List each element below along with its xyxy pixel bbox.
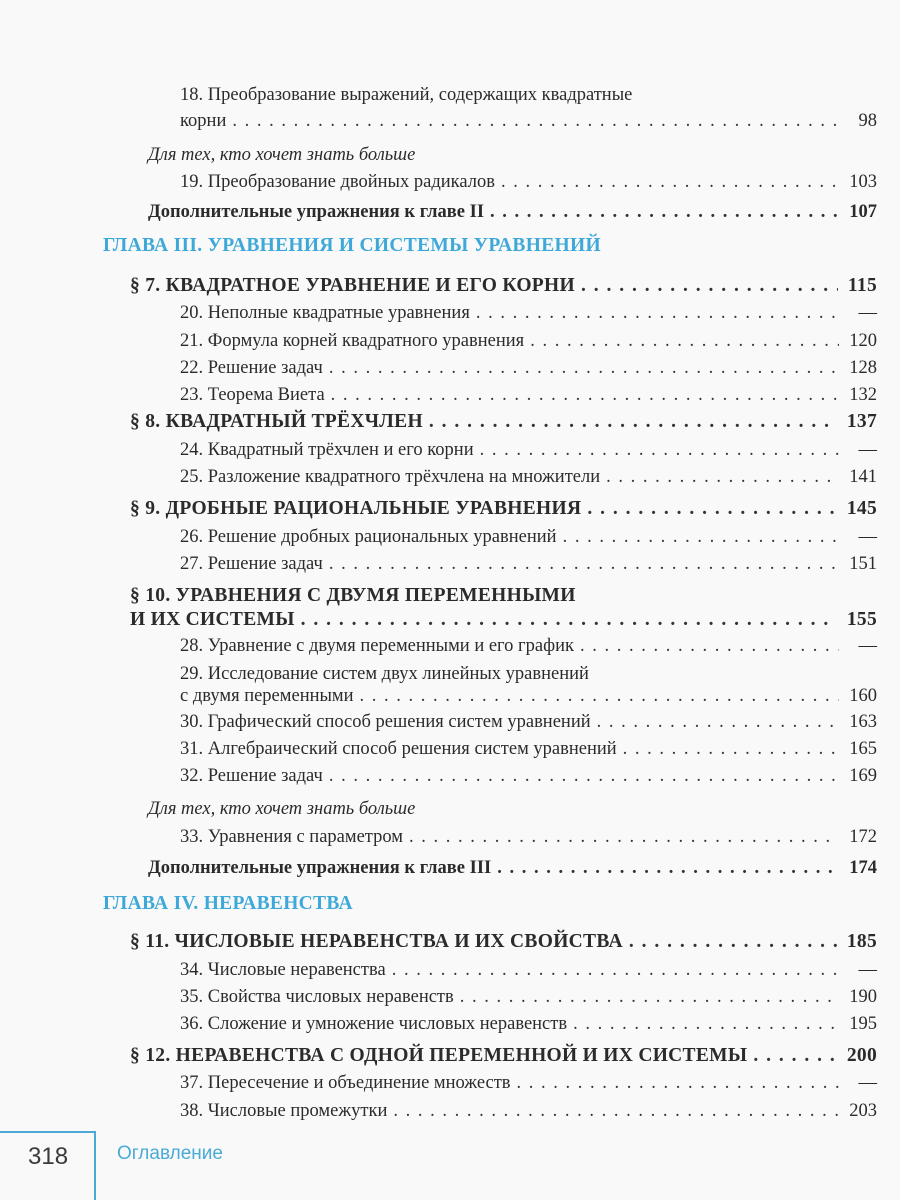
toc-entry (180, 328, 877, 354)
entry-title: § 12. НЕРАВЕНСТВА С ОДНОЙ ПЕРЕМЕННОЙ И ИХ СИСТЕМЫ (130, 1045, 748, 1066)
section-entry (130, 496, 877, 522)
toc-entry-continued (180, 108, 877, 134)
page-ref: — (858, 636, 877, 656)
page-ref: 195 (849, 1014, 877, 1034)
dot-leader (573, 1011, 839, 1037)
page-ref: — (858, 303, 877, 323)
page-ref: 203 (849, 1101, 877, 1121)
page-ref: — (858, 960, 877, 980)
dot-leader (392, 957, 839, 983)
page-number: 318 (28, 1143, 69, 1170)
toc-entry (180, 382, 877, 408)
entry-title: Дополнительные упражнения к главе II (148, 202, 485, 222)
toc-entry (180, 551, 877, 577)
page-ref: 103 (849, 172, 877, 192)
toc-entry (180, 169, 877, 195)
dot-leader (460, 984, 839, 1010)
entry-title: 31. Алгебраический способ решения систем уравнений (180, 739, 617, 759)
page-ref: 155 (846, 609, 877, 630)
entry-title: Для тех, кто хочет знать больше (148, 145, 416, 165)
dot-leader (530, 328, 839, 354)
entry-title: ГЛАВА IV. НЕРАВЕНСТВА (103, 893, 353, 914)
dot-leader (232, 108, 839, 134)
dot-leader (580, 633, 839, 659)
section-entry (130, 409, 877, 435)
page-ref: 145 (846, 498, 877, 519)
page-ref: 115 (847, 275, 877, 296)
toc-entry (180, 524, 877, 550)
section-entry (130, 929, 877, 955)
entry-title: § 9. ДРОБНЫЕ РАЦИОНАЛЬНЫЕ УРАВНЕНИЯ (130, 498, 582, 519)
entry-title: 21. Формула корней квадратного уравнения (180, 331, 525, 351)
optional-subheading (148, 796, 877, 822)
entry-title: 37. Пересечение и объединение множеств (180, 1073, 511, 1093)
running-footer-title: Оглавление (117, 1143, 223, 1164)
entry-title: Дополнительные упражнения к главе III (148, 858, 492, 878)
toc-entry (180, 709, 877, 735)
page-ref: — (858, 1073, 877, 1093)
dot-leader (497, 855, 839, 881)
entry-title: корни (180, 111, 227, 131)
toc-entry (180, 763, 877, 789)
page-ref: 169 (849, 766, 877, 786)
dot-leader (393, 1098, 839, 1124)
dot-leader (409, 824, 839, 850)
toc-entry-continued (180, 683, 877, 709)
optional-subheading (148, 142, 877, 168)
dot-leader (490, 199, 839, 225)
entry-title: 28. Уравнение с двумя переменными и его график (180, 636, 574, 656)
page-ref: 200 (846, 1045, 877, 1066)
dot-leader (597, 709, 839, 735)
toc-entry (180, 736, 877, 762)
dot-leader (753, 1043, 837, 1069)
toc-entry (180, 1070, 877, 1096)
entry-title: 19. Преобразование двойных радикалов (180, 172, 495, 192)
toc-entry (180, 1011, 877, 1037)
dot-leader (329, 763, 839, 789)
chapter-heading (103, 891, 877, 917)
page-ref: 185 (846, 931, 877, 952)
dot-leader (329, 551, 839, 577)
entry-title: 24. Квадратный трёхчлен и его корни (180, 440, 474, 460)
entry-title: 26. Решение дробных рациональных уравнений (180, 527, 557, 547)
toc-entry (180, 300, 877, 326)
entry-title: 35. Свойства числовых неравенств (180, 987, 454, 1007)
entry-title: 27. Решение задач (180, 554, 323, 574)
entry-title: § 10. УРАВНЕНИЯ С ДВУМЯ ПЕРЕМЕННЫМИ (130, 585, 576, 606)
dot-leader (331, 382, 839, 408)
page-ref: 165 (849, 739, 877, 759)
page-ref: 190 (849, 987, 877, 1007)
section-entry (130, 1043, 877, 1069)
page-ref: 141 (849, 467, 877, 487)
page-ref: 174 (849, 858, 877, 878)
toc-entry (180, 1098, 877, 1124)
dot-leader (629, 929, 837, 955)
page-ref: 128 (849, 358, 877, 378)
toc-entry (180, 957, 877, 983)
dot-leader (480, 437, 839, 463)
dot-leader (360, 683, 839, 709)
entry-title: Для тех, кто хочет знать больше (148, 799, 416, 819)
entry-title: 18. Преобразование выражений, содержащих квадратные (180, 85, 633, 105)
dot-leader (476, 300, 839, 326)
page-ref: — (858, 440, 877, 460)
page-ref: 98 (858, 111, 877, 131)
entry-title: 38. Числовые промежутки (180, 1101, 388, 1121)
entry-title: 25. Разложение квадратного трёхчлена на множители (180, 467, 601, 487)
page-ref: 160 (849, 686, 877, 706)
section-entry (130, 583, 877, 609)
entry-title: § 11. ЧИСЛОВЫЕ НЕРАВЕНСТВА И ИХ СВОЙСТВА (130, 931, 623, 952)
page-ref: — (858, 527, 877, 547)
dot-leader (563, 524, 839, 550)
page-ref: 137 (846, 411, 877, 432)
dot-leader (517, 1070, 839, 1096)
entry-title: И ИХ СИСТЕМЫ (130, 609, 295, 630)
entry-title: ГЛАВА III. УРАВНЕНИЯ И СИСТЕМЫ УРАВНЕНИЙ (103, 235, 601, 256)
toc-entry (180, 355, 877, 381)
toc-entry (180, 824, 877, 850)
entry-title: § 7. КВАДРАТНОЕ УРАВНЕНИЕ И ЕГО КОРНИ (130, 275, 575, 296)
section-entry-continued (130, 607, 877, 633)
entry-title: § 8. КВАДРАТНЫЙ ТРЁХЧЛЕН (130, 411, 423, 432)
toc-entry (180, 82, 877, 108)
page-ref: 172 (849, 827, 877, 847)
dot-leader (429, 409, 837, 435)
entry-title: 36. Сложение и умножение числовых неравенств (180, 1014, 568, 1034)
toc-entry (180, 437, 877, 463)
dot-leader (581, 273, 838, 299)
chapter-heading (103, 233, 877, 259)
entry-title: 32. Решение задач (180, 766, 323, 786)
dot-leader (587, 496, 836, 522)
entry-title: 30. Графический способ решения систем уравнений (180, 712, 591, 732)
extra-exercises-entry (148, 199, 877, 225)
dot-leader (606, 464, 839, 490)
entry-title: 29. Исследование систем двух линейных уравнений (180, 664, 589, 684)
dot-leader (301, 607, 837, 633)
toc-entry (180, 984, 877, 1010)
entry-title: с двумя переменными (180, 686, 354, 706)
dot-leader (329, 355, 839, 381)
page-ref: 107 (849, 202, 877, 222)
page-ref: 132 (849, 385, 877, 405)
entry-title: 33. Уравнения с параметром (180, 827, 403, 847)
entry-title: 34. Числовые неравенства (180, 960, 386, 980)
page-ref: 151 (849, 554, 877, 574)
entry-title: 23. Теорема Виета (180, 385, 325, 405)
toc-entry (180, 633, 877, 659)
entry-title: 22. Решение задач (180, 358, 323, 378)
page-ref: 163 (849, 712, 877, 732)
section-entry (130, 273, 877, 299)
dot-leader (501, 169, 839, 195)
toc-entry (180, 464, 877, 490)
extra-exercises-entry (148, 855, 877, 881)
page-ref: 120 (849, 331, 877, 351)
entry-title: 20. Неполные квадратные уравнения (180, 303, 470, 323)
dot-leader (623, 736, 839, 762)
